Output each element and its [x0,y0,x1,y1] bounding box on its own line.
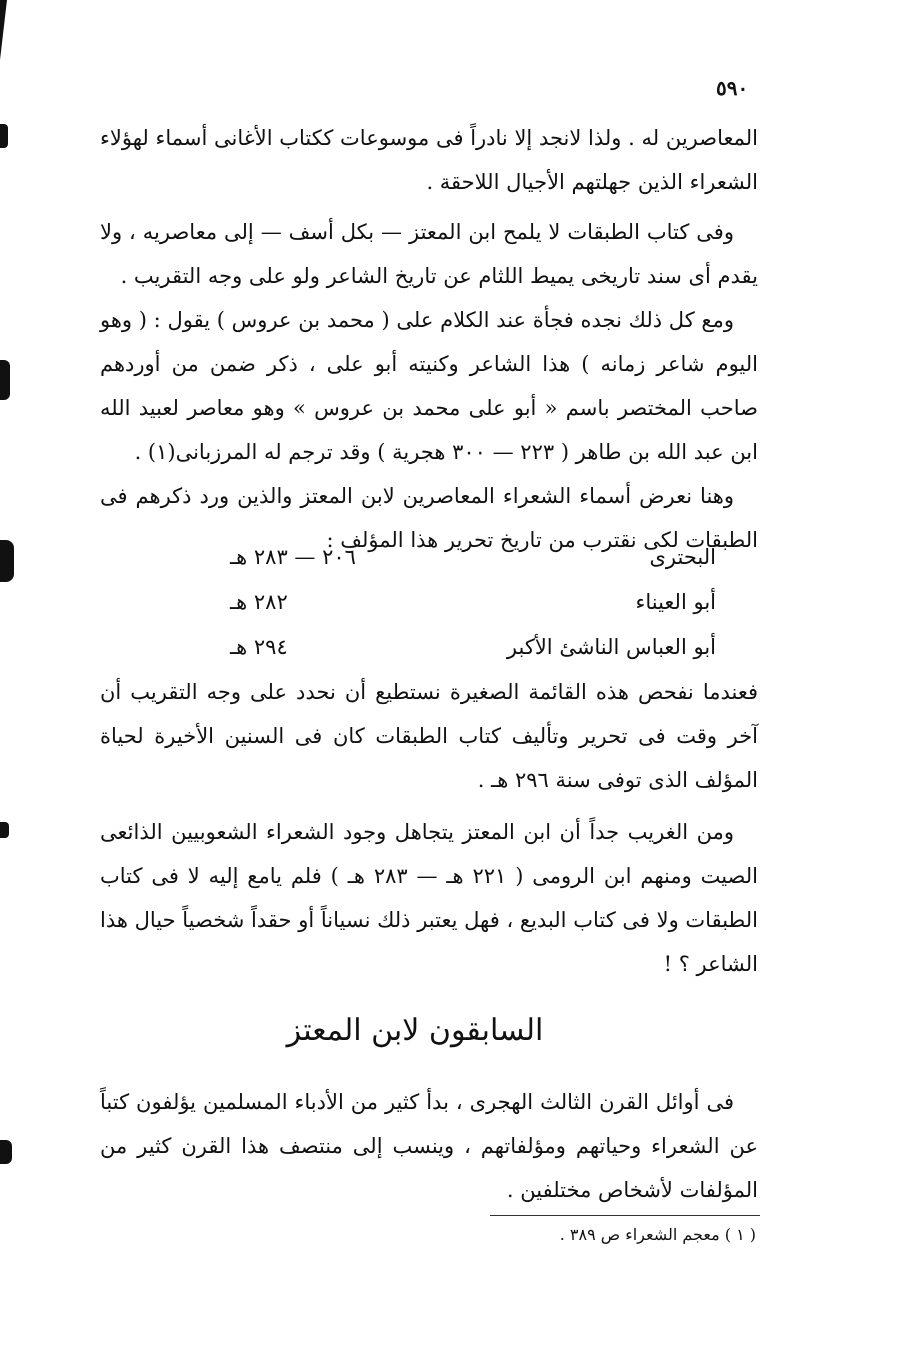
scan-edge-mark [0,1140,12,1164]
footnote-divider [490,1215,760,1216]
body-text-bottom [100,1080,758,1212]
poet-name: البحترى [649,545,716,569]
scan-edge-mark [0,360,10,400]
scan-edge-mark [0,124,8,148]
poet-list-row [200,537,716,577]
paragraph: فعندما نفحص هذه القائمة الصغيرة نستطيع أن نحدد على وجه التقريب أن آخر وقت فى تحرير وتأليف كتاب الطبقات كان فى السنين الأخيرة لحياة المؤلف الذى توفى سنة ٢٩٦ هـ . [100,680,758,792]
section-title: السابقون لابن المعتز [286,1013,544,1048]
scan-edge-mark [0,822,9,838]
paragraph: ومن الغريب جداً أن ابن المعتز يتجاهل وجود الشعراء الشعوبيين الذائعى الصيت ومنهم ابن الرومى ( ٢٢١ هـ — ٢٨٣ هـ ) فلم يامع إليه لا فى كتاب الطبقات ولا فى كتاب البديع ، فهل يعتبر ذلك نسياناً أو حقداً شخصياً حيال هذا الشاعر ؟ ! [100,820,758,976]
scan-edge-mark [0,0,7,60]
page-number: ٥٩٠ [716,76,749,100]
paragraph: ومع كل ذلك نجده فجأة عند الكلام على ( محمد بن عروس ) يقول : ( وهو اليوم شاعر زمانه ) هذا الشاعر وكنيته أبو على ، ذكر ضمن من أوردهم صاحب المختصر باسم « أبو على محمد بن عروس » وهو معاصر لعبيد الله ابن عبد الله بن طاهر ( ٢٢٣ — ٣٠٠ هجرية ) وقد ترجم له المرزبانى(١) . [100,308,758,464]
poet-name: أبو العيناء [635,590,716,614]
body-text-middle [100,670,758,986]
paragraph: فى أوائل القرن الثالث الهجرى ، بدأ كثير من الأدباء المسلمين يؤلفون كتباً عن الشعراء وحياتهم ومؤلفاتهم ، وينسب إلى منتصف هذا القرن كثير من المؤلفات لأشخاص مختلفين . [100,1090,758,1202]
poet-list-row [200,582,716,622]
poet-dates: ٢٩٤ هـ [230,635,288,659]
paragraph: وهنا نعرض أسماء الشعراء المعاصرين لابن المعتز والذين ورد ذكرهم فى الطبقات لكى نقترب من تاريخ تحرير هذا المؤلف : [100,484,758,552]
footnote: ( ١ ) معجم الشعراء ص ٣٨٩ . [559,1225,756,1244]
poet-dates: ٢٨٢ هـ [230,590,288,614]
poet-dates: ٢٠٦ — ٢٨٣ هـ [230,545,356,569]
poet-list-row [200,627,716,667]
paragraph: المعاصرين له . ولذا لانجد إلا نادراً فى موسوعات ككتاب الأغانى أسماء لهؤلاء الشعراء الذين جهلتهم الأجيال اللاحقة . [100,126,758,194]
body-text-top [100,116,758,562]
scan-edge-mark [0,540,14,582]
poet-name: أبو العباس الناشئ الأكبر [506,635,716,659]
paragraph: وفى كتاب الطبقات لا يلمح ابن المعتز — بكل أسف — إلى معاصريه ، ولا يقدم أى سند تاريخى يميط اللثام عن تاريخ الشاعر ولو على وجه التقريب . [100,220,758,288]
